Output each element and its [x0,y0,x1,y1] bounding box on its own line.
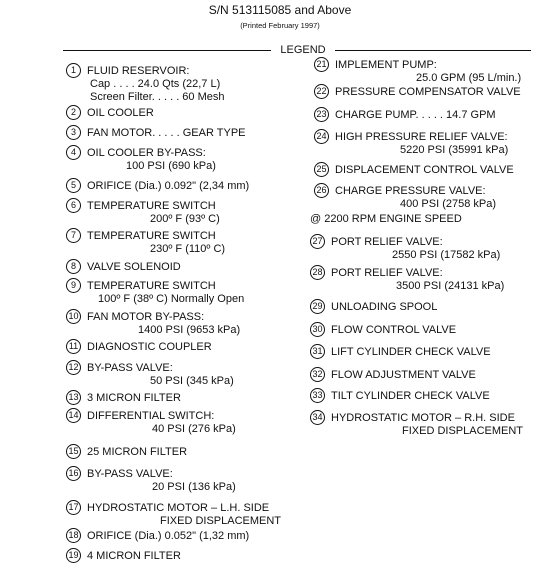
legend-item-number: 32 [310,367,325,382]
legend-item-detail: 5220 PSI (35991 kPa) [400,144,509,156]
legend-item-detail: @ 2200 RPM ENGINE SPEED [310,213,462,225]
legend-item-label: PORT RELIEF VALVE: [331,267,443,279]
legend-item-number: 21 [314,57,329,72]
legend-item-label: TEMPERATURE SWITCH [87,200,216,212]
legend-rule-left [63,50,271,51]
legend-item-detail: 200º F (93º C) [150,213,220,225]
legend-item-label: ORIFICE (Dia.) 0.092" (2,34 mm) [87,180,250,192]
legend-item-detail: 100 PSI (690 kPa) [126,160,216,172]
legend-item-label: HYDROSTATIC MOTOR – L.H. SIDE [87,502,270,514]
legend-item-label: ORIFICE (Dia.) 0.052" (1,32 mm) [87,530,250,542]
legend-rule-right [335,50,531,51]
legend-item-number: 8 [66,259,81,274]
legend-item-number: 29 [310,299,325,314]
legend-item-label: PRESSURE COMPENSATOR VALVE [335,86,521,98]
legend-item-detail: 1400 PSI (9653 kPa) [138,324,241,336]
serial-range: S/N 513115085 and Above [208,3,352,17]
legend-item-number: 9 [66,278,81,293]
legend-item-label: VALVE SOLENOID [87,261,181,273]
legend-item-detail: 100º F (38º C) Normally Open [98,293,245,305]
legend-item-label: PORT RELIEF VALVE: [331,236,443,248]
legend-item-detail: 230º F (110º C) [150,243,226,255]
legend-item-detail: Screen Filter. . . . . 60 Mesh [90,91,225,103]
legend-item-number: 14 [66,408,81,423]
legend-item-label: 3 MICRON FILTER [87,392,181,404]
legend-item-number: 19 [66,548,81,563]
legend-item-number: 15 [66,444,81,459]
legend-item-label: UNLOADING SPOOL [331,301,438,313]
legend-item-number: 5 [66,178,81,193]
legend-item-detail: 3500 PSI (24131 kPa) [396,280,505,292]
printed-date: (Printed February 1997) [240,21,320,30]
legend-item-label: TEMPERATURE SWITCH [87,230,216,242]
legend-item-label: BY-PASS VALVE: [87,468,173,480]
legend-item-label: FLUID RESERVOIR: [87,65,190,77]
legend-item-label: HYDROSTATIC MOTOR – R.H. SIDE [331,412,515,424]
legend-item-label: CHARGE PUMP. . . . . 14.7 GPM [335,109,496,121]
legend-item-label: 4 MICRON FILTER [87,550,181,562]
legend-item-label: FAN MOTOR BY-PASS: [87,311,205,323]
legend-item-label: 25 MICRON FILTER [87,446,188,458]
legend-item-number: 30 [310,322,325,337]
legend-item-number: 6 [66,198,81,213]
legend-item-number: 24 [314,129,329,144]
legend-item-number: 17 [66,500,81,515]
legend-item-number: 4 [66,145,81,160]
legend-item-label: FLOW ADJUSTMENT VALVE [331,369,476,381]
legend-item-number: 18 [66,528,81,543]
legend-item-number: 7 [66,228,81,243]
legend-item-detail: FIXED DISPLACEMENT [402,425,524,437]
legend-item-label: OIL COOLER [87,107,154,119]
legend-item-detail: 50 PSI (345 kPa) [150,375,234,387]
legend-item-label: LIFT CYLINDER CHECK VALVE [331,346,491,358]
legend-item-label: OIL COOLER BY-PASS: [87,147,206,159]
legend-item-detail: 25.0 GPM (95 L/min.) [416,72,522,84]
legend-item-label: BY-PASS VALVE: [87,362,173,374]
legend-item-label: DIFFERENTIAL SWITCH: [87,410,215,422]
legend-item-number: 25 [314,162,329,177]
legend-item-label: IMPLEMENT PUMP: [335,59,437,71]
legend-item-detail: 40 PSI (276 kPa) [152,423,236,435]
legend-item-label: TILT CYLINDER CHECK VALVE [331,390,490,402]
legend-item-detail: FIXED DISPLACEMENT [160,515,282,527]
legend-item-number: 33 [310,388,325,403]
legend-item-detail: 20 PSI (136 kPa) [152,481,236,493]
legend-item-detail: 2550 PSI (17582 kPa) [392,249,501,261]
legend-item-number: 27 [310,234,325,249]
legend-item-number: 23 [314,107,329,122]
legend-item-label: DISPLACEMENT CONTROL VALVE [335,164,514,176]
legend-item-label: FAN MOTOR. . . . . GEAR TYPE [87,127,246,139]
legend-item-number: 16 [66,466,81,481]
legend-item-detail: 400 PSI (2758 kPa) [400,198,497,210]
legend-item-number: 28 [310,265,325,280]
legend-item-number: 10 [66,309,81,324]
legend-item-number: 22 [314,84,329,99]
legend-item-number: 2 [66,105,81,120]
legend-item-label: CHARGE PRESSURE VALVE: [335,185,486,197]
legend-item-detail: Cap . . . . 24.0 Qts (22,7 L) [90,78,221,90]
legend-item-label: TEMPERATURE SWITCH [87,280,216,292]
legend-header [63,45,531,57]
legend-item-number: 3 [66,125,81,140]
legend-item-number: 34 [310,410,325,425]
legend-item-number: 31 [310,344,325,359]
legend-item-number: 1 [66,63,81,78]
legend-item-number: 13 [66,390,81,405]
legend-item-label: HIGH PRESSURE RELIEF VALVE: [335,131,508,143]
legend-title: LEGEND [280,44,326,56]
legend-item-number: 11 [66,339,81,354]
legend-item-number: 26 [314,183,329,198]
legend-item-label: FLOW CONTROL VALVE [331,324,457,336]
legend-item-number: 12 [66,360,81,375]
legend-item-label: DIAGNOSTIC COUPLER [87,341,212,353]
